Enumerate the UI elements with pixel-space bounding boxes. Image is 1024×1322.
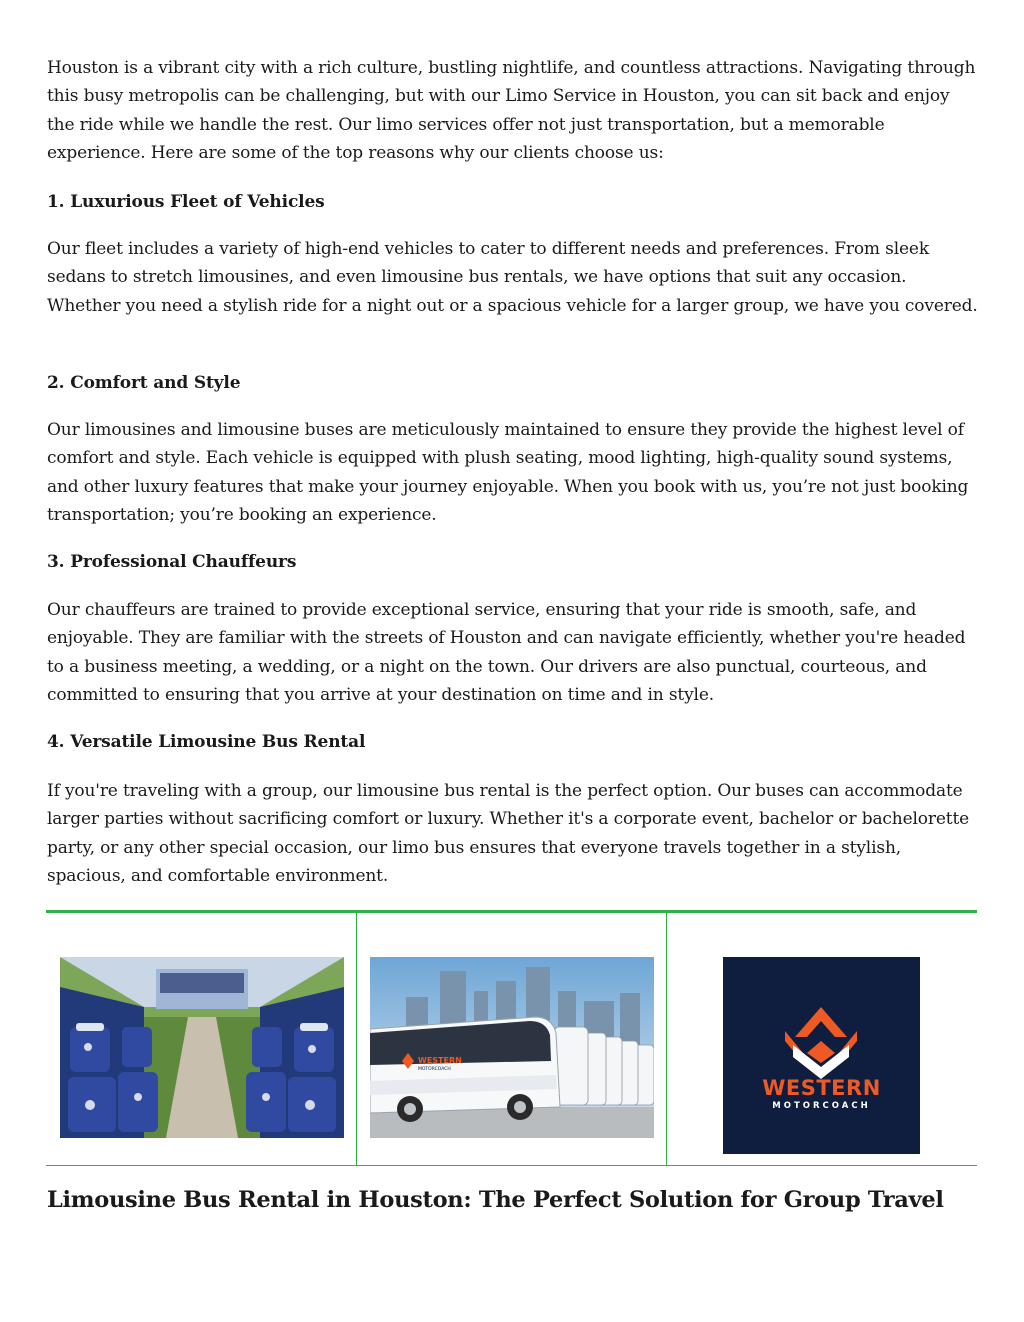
logo-wordmark: WESTERN — [762, 1076, 881, 1100]
gallery-divider — [356, 913, 357, 1166]
section-heading-comfort: 2. Comfort and Style — [47, 373, 241, 393]
bus-livery-word2: MOTORCOACH — [418, 1067, 451, 1072]
logo-subtitle: MOTORCOACH — [772, 1101, 871, 1111]
section-heading-bus-rental: 4. Versatile Limousine Bus Rental — [47, 732, 366, 752]
section-body-comfort: Our limousines and limousine buses are meticulously maintained to ensure they provide the highest level of comfort and style. Each vehicle is equipped with plush seating, mood lighting, high-quality sound systems, and other luxury features that make your journey enjoyable. When you book with us, you’re not just booking transportation; you’re booking an experience. — [47, 420, 969, 525]
western-motorcoach-logo — [723, 957, 920, 1154]
section-body-chauffeurs: Our chauffeurs are trained to provide exceptional service, ensuring that your ride is smooth, safe, and enjoyable. They are familiar with the streets of Houston and can navigate efficiently, whether you're headed to a business meeting, a wedding, or a night on the town. Our drivers are also punctual, courteous, and committed to ensuring that you arrive at your destination on time and in style. — [47, 600, 966, 705]
section-heading-fleet: 1. Luxurious Fleet of Vehicles — [47, 192, 325, 212]
section-title: Limousine Bus Rental in Houston: The Perfect Solution for Group Travel — [47, 1187, 944, 1213]
bus-interior-image — [60, 957, 344, 1138]
logo-mark-icon — [785, 1007, 857, 1079]
section-body-bus-rental: If you're traveling with a group, our limousine bus rental is the perfect option. Our buses can accommodate larger parties without sacrificing comfort or luxury. Whether it's a corporate event, bachelor or bachelorette party, or any other special occasion, our limo bus ensures that everyone travels together in a stylish, spacious, and comfortable environment. — [47, 781, 970, 886]
bus-livery-word1: WESTERN — [418, 1056, 462, 1065]
section-heading-chauffeurs: 3. Professional Chauffeurs — [47, 552, 297, 572]
section-body-fleet: Our fleet includes a variety of high-end vehicles to cater to different needs and preferences. From sleek sedans to stretch limousines, and even limousine bus rentals, we have options that suit any occasion. Whether you need a stylish ride for a night out or a spacious vehicle for a larger group, we have you covered. — [47, 239, 978, 316]
intro-paragraph: Houston is a vibrant city with a rich culture, bustling nightlife, and countless attractions. Navigating through this busy metropolis can be challenging, but with our Limo Service in Houston, you can sit back and enjoy the ride while we handle the rest. Our limo services offer not just transportation, but a memorable experience. Here are some of the top reasons why our clients choose us: — [47, 58, 976, 163]
image-gallery — [46, 910, 977, 1166]
bus-fleet-image — [370, 957, 654, 1138]
gallery-divider — [666, 913, 667, 1166]
